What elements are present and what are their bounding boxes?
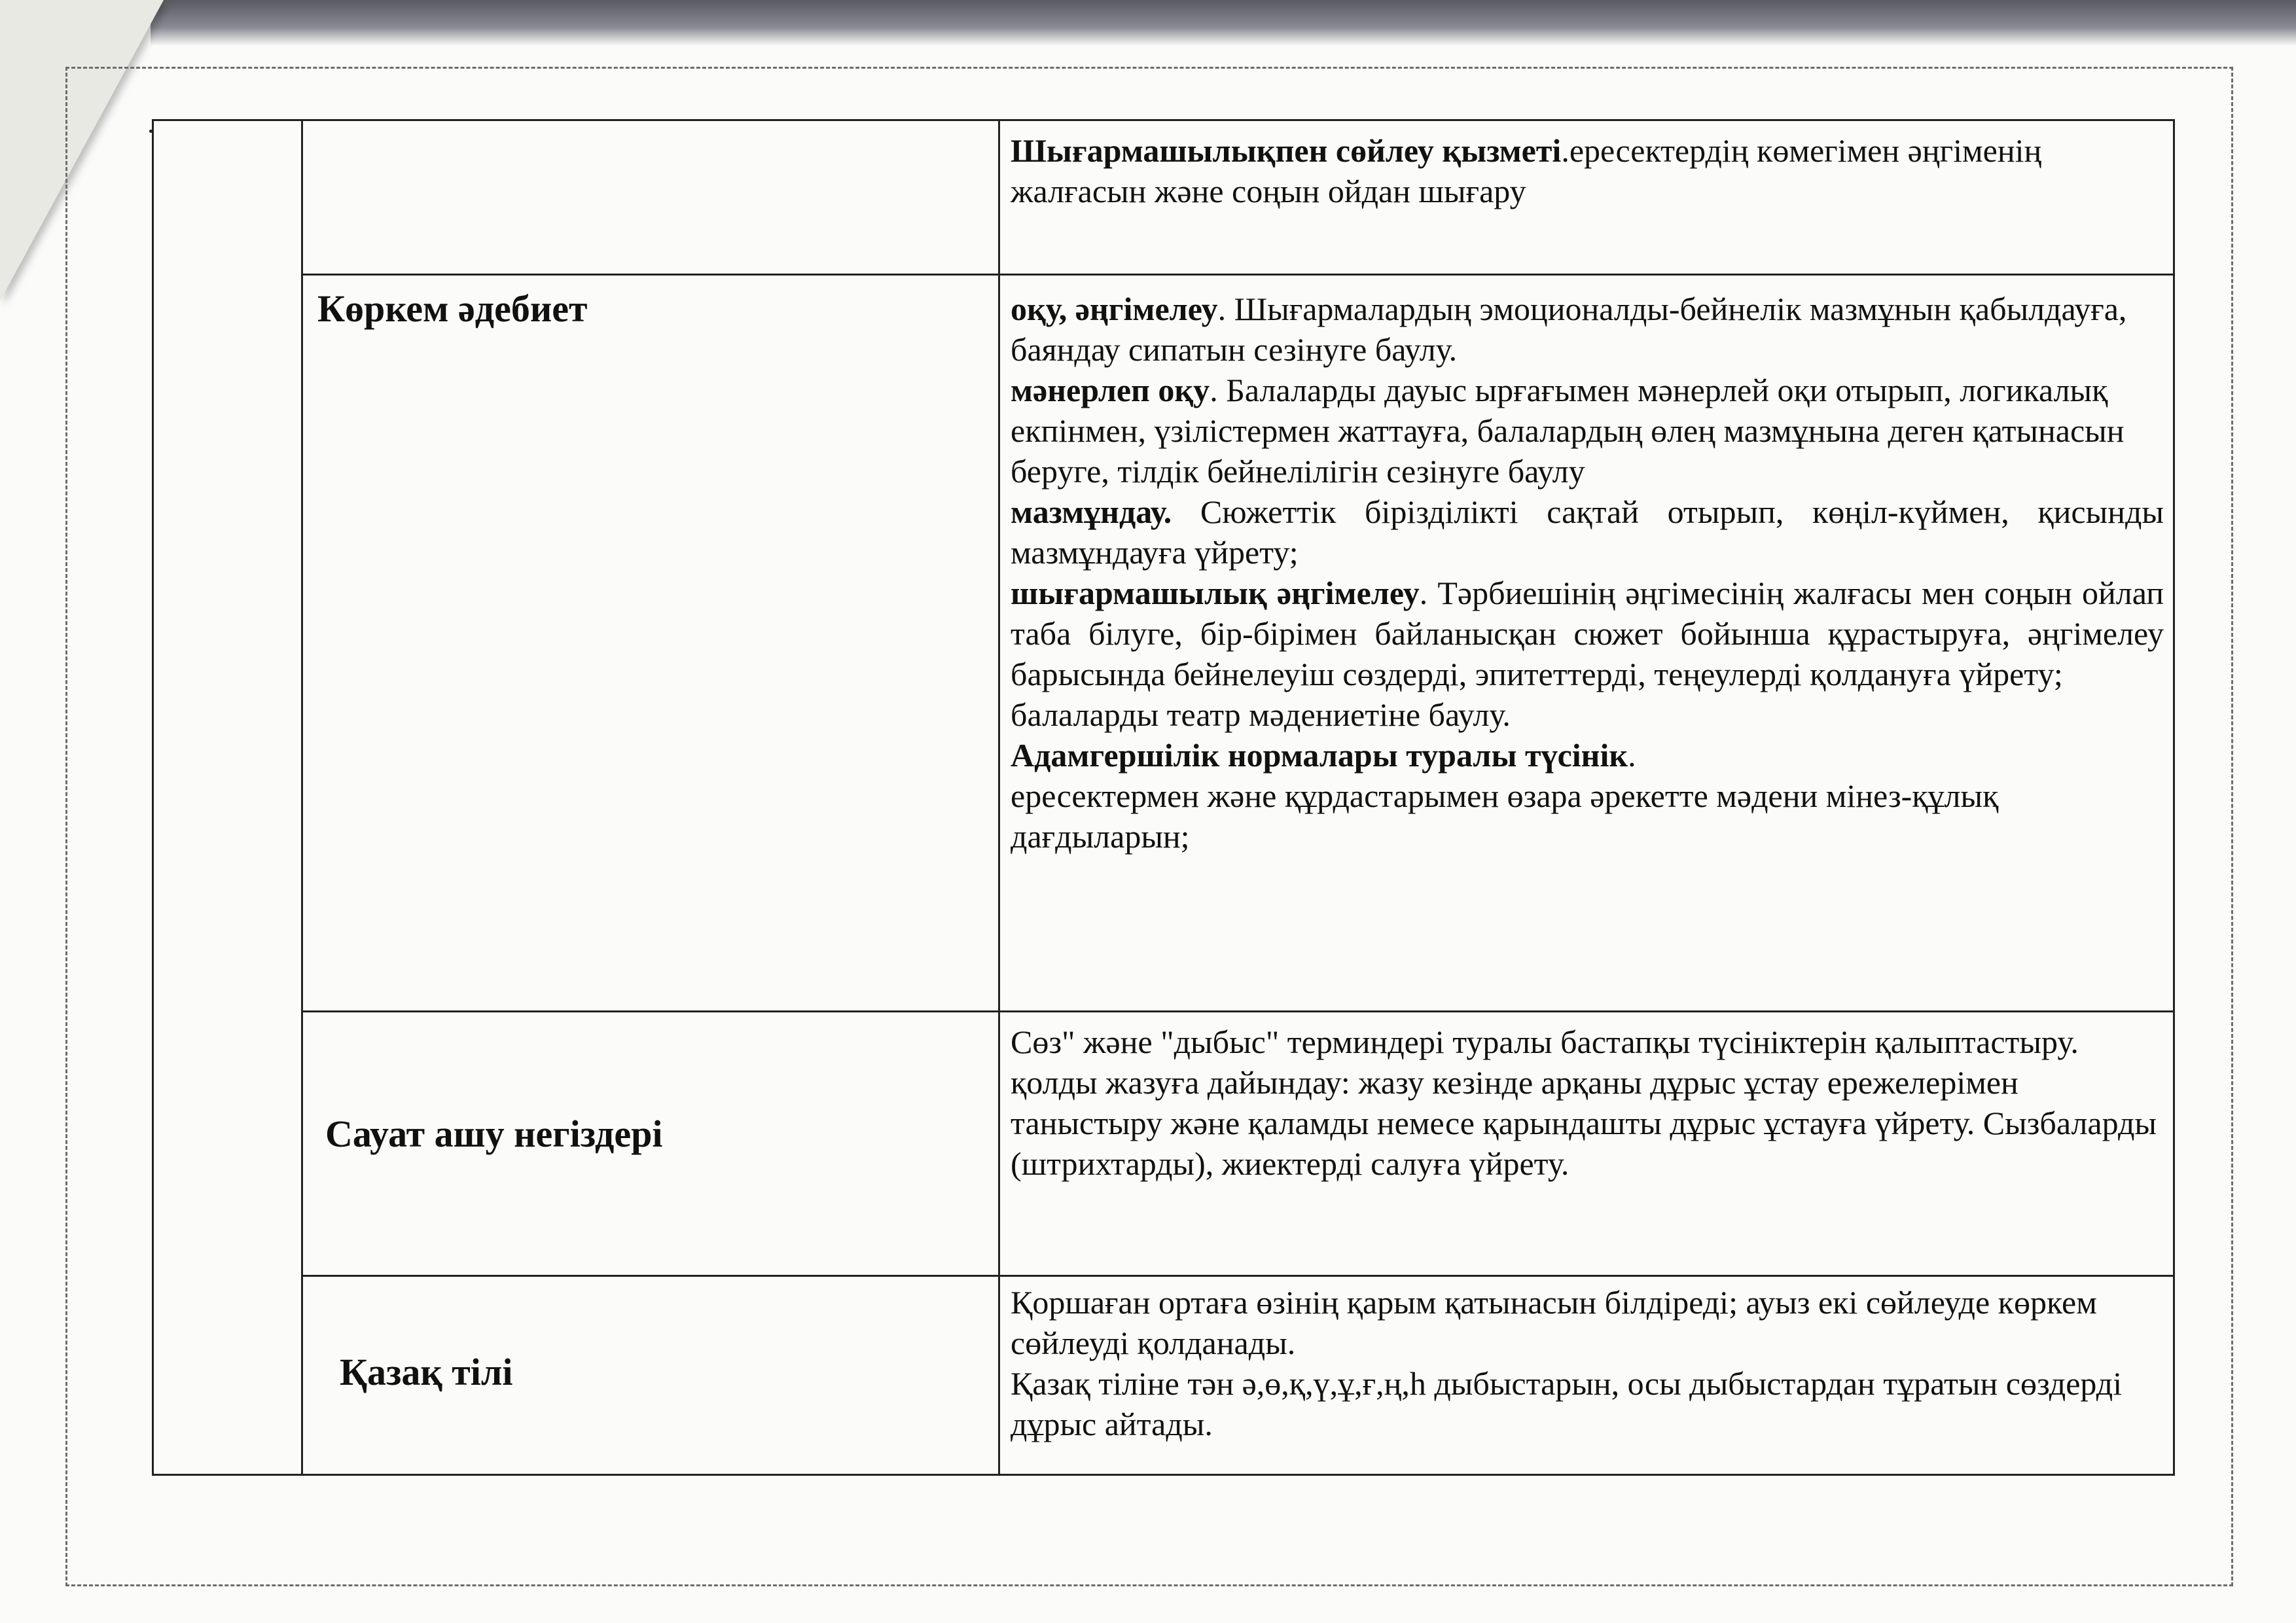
topic-text: балаларды театр мәдениетіне баулу. xyxy=(1011,696,1511,733)
topic-heading: оқу, әңгімелеу xyxy=(1011,291,1218,327)
subject-label: Қазақ тілі xyxy=(340,1350,513,1393)
content-cell xyxy=(999,120,2174,275)
content-cell xyxy=(999,1276,2174,1475)
topic-text: ересектермен және құрдастарымен өзара әрекетте мәдени мінез-құлық дағдыларын; xyxy=(1011,777,1999,855)
subject-cell xyxy=(302,275,999,1012)
content-cell xyxy=(999,1012,2174,1276)
topic-text: . Балаларды дауыс ырғағымен мәнерлей оқи отырып, логикалық екпінмен, үзілістермен жаттауға, балалардың өлең мазмұнына деген қатынасын беруге, тілдік бейнелілігін сезінуге баулу xyxy=(1011,372,2125,490)
content-cell xyxy=(999,275,2174,1012)
curriculum-table xyxy=(152,119,2175,1476)
subject-cell xyxy=(302,1276,999,1475)
topic-text: .ересектердің көмегімен әңгіменің жалғасын және соңын ойдан шығару xyxy=(1011,132,2042,209)
subject-label: Сауат ашу негіздері xyxy=(325,1112,663,1155)
topic-text: . xyxy=(1628,737,1636,774)
table-row xyxy=(153,1276,2174,1475)
topic-heading: мазмұндау. xyxy=(1011,493,1172,530)
topic-text: Сюжеттік бірізділікті сақтай отырып, көңіл-күймен, қисынды мазмұндауға үйрету; xyxy=(1011,493,2164,571)
subject-cell xyxy=(302,120,999,275)
topic-heading: мәнерлеп оқу xyxy=(1011,372,1210,408)
topic-text: Қазақ тіліне тән ә,ө,қ,ү,ұ,ғ,ң,һ дыбыстарын, осы дыбыстардан тұратын сөздерді дұрыс айтады. xyxy=(1011,1365,2123,1442)
topic-text: қолды жазуға дайындау: жазу кезінде арқаны дұрыс ұстау ережелерімен таныстыру және қаламды немесе қарындашты дұрыс ұстауға үйрету. Сызбаларды (штрихтарды), жиектерді салуға үйрету. xyxy=(1011,1064,2157,1182)
topic-heading: шығармашылық әңгімелеу xyxy=(1011,575,1420,611)
scanner-shadow-strip xyxy=(151,0,2296,46)
table-row xyxy=(153,120,2174,275)
left-margin-column xyxy=(153,120,302,1475)
topic-text: Сөз" және "дыбыс" терминдері туралы бастапқы түсініктерін қалыптастыру. xyxy=(1011,1024,2079,1060)
table-row xyxy=(153,1012,2174,1276)
topic-text: . Тәрбиешінің әңгімесінің жалғасы мен соңын ойлап таба білуге, бір-бірімен байланысқан сюжет бойынша құрастыруға, әңгімелеу барысында бейнелеуіш сөздерді, эпитеттерді, теңеулерді қолдануға үйрету; xyxy=(1011,575,2164,692)
topic-heading: Шығармашылықпен сөйлеу қызметі xyxy=(1011,132,1562,169)
topic-text: . Шығармалардың эмоционалды-бейнелік мазмұнын қабылдауға, баяндау сипатын сезінуге баулу. xyxy=(1011,291,2127,368)
subject-cell xyxy=(302,1012,999,1276)
subject-label: Көркем әдебиет xyxy=(317,287,588,330)
topic-heading: Адамгершілік нормалары туралы түсінік xyxy=(1011,737,1628,774)
topic-text: Қоршаған ортаға өзінің қарым қатынасын білдіреді; ауыз екі сөйлеуде көркем сөйлеуді қолданады. xyxy=(1011,1284,2097,1361)
table-row xyxy=(153,275,2174,1012)
